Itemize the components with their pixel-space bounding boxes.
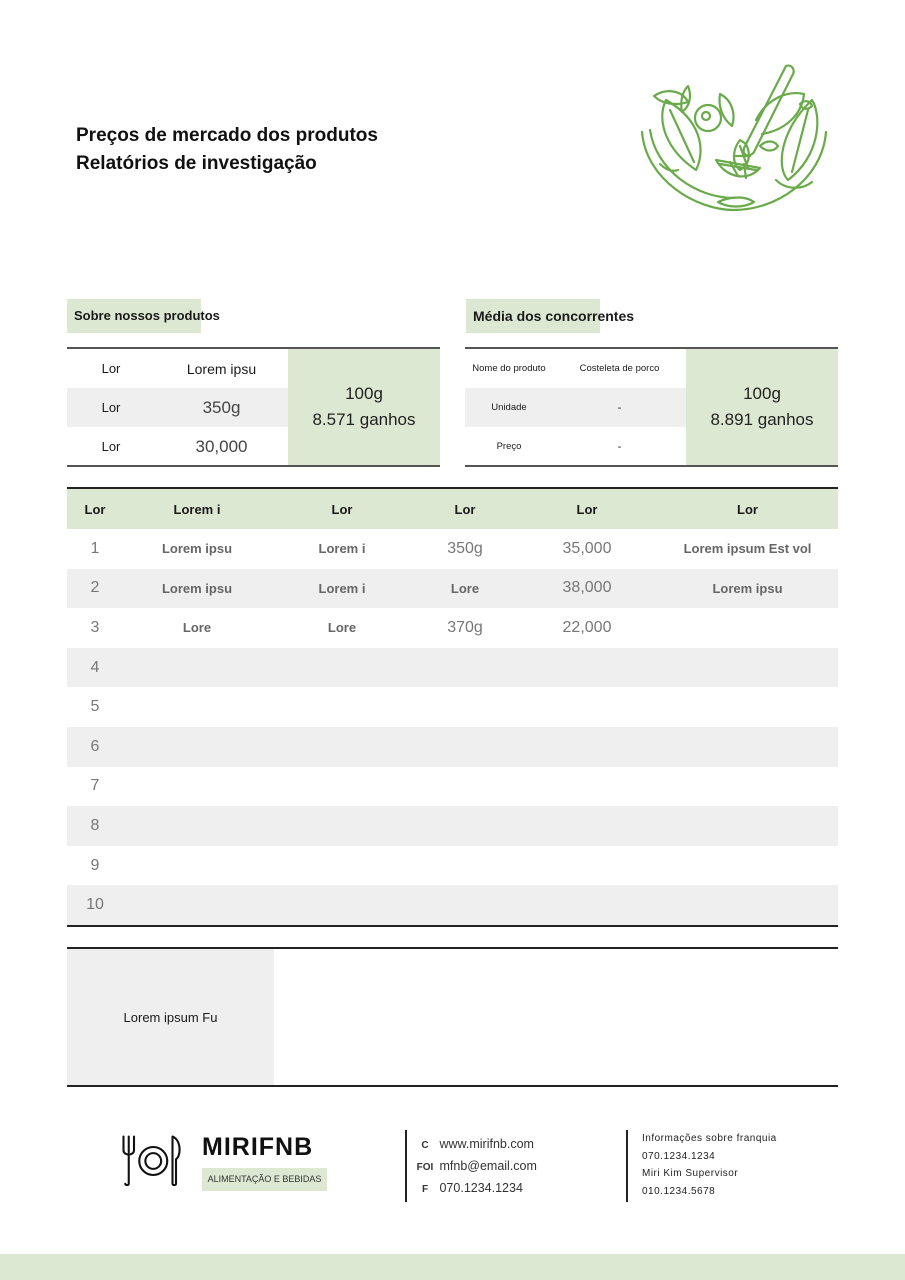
row-label: Unidade — [491, 402, 527, 413]
table-row — [67, 806, 838, 846]
row-number: 5 — [90, 698, 100, 716]
our-products-summary — [288, 349, 440, 465]
row-value: Lorem ipsu — [186, 360, 257, 377]
fork-plate-knife-icon — [120, 1130, 190, 1192]
summary-value: 8.571 ganhos — [312, 410, 416, 429]
table-row — [67, 349, 288, 388]
column-header: Lor — [737, 501, 758, 517]
table-header — [67, 489, 838, 529]
price-table — [67, 487, 838, 927]
column-header: Lor — [454, 501, 476, 517]
email-link[interactable]: mfnb@email.com — [439, 1159, 537, 1173]
website-link[interactable]: www.mirifnb.com — [439, 1137, 534, 1151]
competitors-summary — [686, 349, 838, 465]
row-number: 3 — [90, 618, 100, 636]
summary-weight: 100g — [345, 384, 383, 403]
row-number: 7 — [90, 777, 100, 795]
row-label: Lor — [101, 400, 121, 415]
phone-key: F — [421, 1184, 429, 1195]
franchise-supervisor-phone: 010.1234.5678 — [642, 1185, 716, 1197]
summary-weight: 100g — [743, 384, 781, 403]
table-cell: 22,000 — [562, 618, 612, 636]
row-number: 1 — [90, 539, 100, 557]
table-cell: Lorem ipsu — [712, 580, 783, 596]
row-value: - — [617, 440, 622, 453]
table-row — [67, 727, 838, 767]
website-key: C — [421, 1140, 429, 1151]
table-cell: 38,000 — [562, 579, 612, 597]
franchise-title: Informações sobre franquia — [642, 1133, 777, 1144]
column-header: Lor — [576, 501, 598, 517]
title-line-2: Relatórios de investigação — [76, 153, 317, 174]
notes-content — [274, 949, 838, 1085]
email-row — [414, 1156, 537, 1178]
column-header: Lor — [84, 501, 106, 517]
row-number: 8 — [90, 816, 100, 834]
table-row — [67, 427, 288, 466]
notes-section — [67, 947, 838, 1087]
salad-bowl-icon — [636, 60, 832, 216]
brand-subtitle: ALIMENTAÇÃO E BEBIDAS — [202, 1168, 327, 1191]
table-row — [67, 569, 838, 609]
row-number: 6 — [90, 737, 100, 755]
email-key: FOI — [416, 1162, 434, 1173]
table-cell: Lorem i — [318, 541, 366, 557]
row-value: 30,000 — [195, 436, 248, 456]
brand-name: MIRIFNB — [202, 1133, 314, 1161]
table-row — [67, 687, 838, 727]
phone-number: 070.1234.1234 — [439, 1181, 523, 1195]
row-number: 4 — [90, 658, 100, 676]
table-cell: Lorem ipsu — [161, 541, 233, 557]
row-value: Costeleta de porco — [579, 363, 660, 374]
footer-bar — [0, 1254, 905, 1280]
competitors-tag: Média dos concorrentes — [466, 299, 600, 333]
table-row — [67, 388, 288, 427]
summary-value: 8.891 ganhos — [710, 410, 814, 429]
row-value: 350g — [202, 397, 241, 417]
table-row — [67, 648, 838, 688]
row-number: 2 — [90, 579, 100, 597]
table-cell: Lorem ipsum Est vol — [683, 541, 812, 557]
divider — [626, 1130, 628, 1202]
column-header: Lorem i — [173, 501, 221, 517]
table-row — [465, 349, 686, 388]
table-row — [465, 388, 686, 427]
table-row — [67, 608, 838, 648]
our-products-table — [67, 347, 440, 467]
column-header: Lor — [331, 501, 353, 517]
page-title — [76, 122, 378, 178]
table-cell: Lore — [450, 580, 480, 596]
row-number: 9 — [90, 856, 100, 874]
franchise-info — [642, 1130, 777, 1200]
phone-row — [414, 1178, 537, 1200]
divider — [405, 1130, 407, 1202]
table-row — [67, 846, 838, 886]
table-row — [67, 767, 838, 807]
table-cell: Lore — [182, 620, 212, 636]
website-row — [414, 1134, 537, 1156]
contacts — [414, 1134, 537, 1200]
row-label: Lor — [101, 361, 121, 376]
our-products-tag: Sobre nossos produtos — [67, 299, 201, 333]
table-cell: 35,000 — [562, 539, 612, 557]
row-label: Preço — [496, 441, 522, 452]
table-row — [67, 529, 838, 569]
table-cell: 370g — [447, 618, 483, 636]
table-body — [67, 529, 838, 925]
franchise-supervisor: Miri Kim Supervisor — [642, 1168, 739, 1179]
table-cell: Lorem i — [318, 580, 366, 596]
table-cell: Lorem ipsu — [161, 580, 233, 596]
row-label: Lor — [101, 439, 121, 454]
row-number: 10 — [86, 896, 104, 914]
table-cell: 350g — [447, 539, 483, 557]
franchise-phone: 070.1234.1234 — [642, 1150, 716, 1162]
title-line-1: Preços de mercado dos produtos — [76, 125, 378, 146]
competitors-table — [465, 347, 838, 467]
table-row — [67, 885, 838, 925]
table-cell: Lore — [327, 620, 357, 636]
table-row — [465, 427, 686, 466]
row-value: - — [617, 401, 622, 414]
row-label: Nome do produto — [472, 363, 546, 374]
notes-label: Lorem ipsum Fu — [67, 949, 274, 1085]
